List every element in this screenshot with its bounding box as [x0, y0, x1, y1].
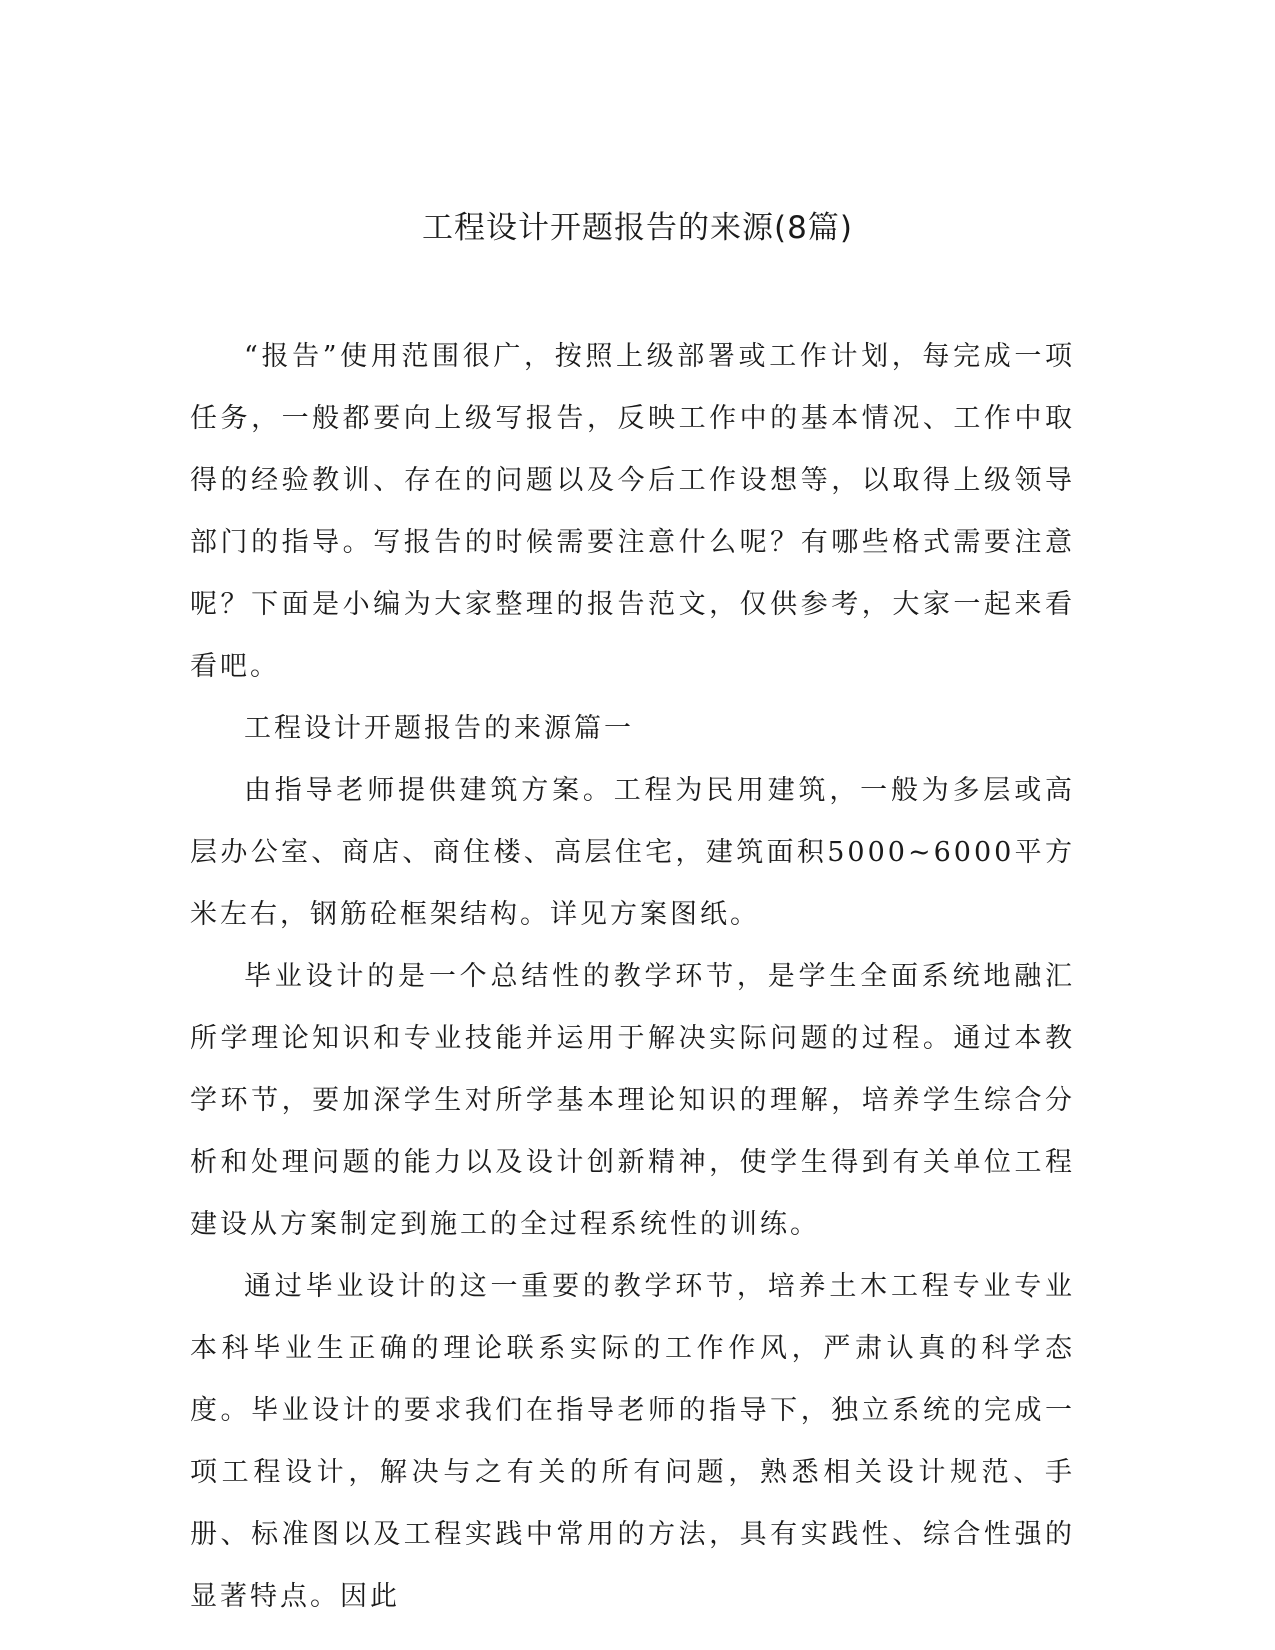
section-heading: 工程设计开题报告的来源篇一 [244, 713, 634, 744]
body-paragraph: 由指导老师提供建筑方案。工程为民用建筑，一般为多层或高层办公室、商店、商住楼、高层住宅，建筑面积5000~6000平方米左右，钢筋砼框架结构。详见方案图纸。 [190, 775, 1075, 930]
intro-paragraph: “报告”使用范围很广，按照上级部署或工作计划，每完成一项任务，一般都要向上级写报告，反映工作中的基本情况、工作中取得的经验教训、存在的问题以及今后工作设想等，以取得上级领导部门的指导。写报告的时候需要注意什么呢？有哪些格式需要注意呢？下面是小编为大家整理的报告范文，仅供参考，大家一起来看看吧。 [190, 341, 1075, 682]
body-paragraph: 通过毕业设计的这一重要的教学环节，培养土木工程专业专业本科毕业生正确的理论联系实际的工作作风，严肃认真的科学态度。毕业设计的要求我们在指导老师的指导下，独立系统的完成一项工程设计，解决与之有关的所有问题，熟悉相关设计规范、手册、标准图以及工程实践中常用的方法，具有实践性、综合性强的显著特点。因此 [190, 1271, 1075, 1612]
document-body [190, 326, 1075, 1628]
body-paragraph: 毕业设计的是一个总结性的教学环节，是学生全面系统地融汇所学理论知识和专业技能并运用于解决实际问题的过程。通过本教学环节，要加深学生对所学基本理论知识的理解，培养学生综合分析和处理问题的能力以及设计创新精神，使学生得到有关单位工程建设从方案制定到施工的全过程系统性的训练。 [190, 961, 1075, 1240]
document-title: 工程设计开题报告的来源(8篇) [422, 210, 853, 246]
